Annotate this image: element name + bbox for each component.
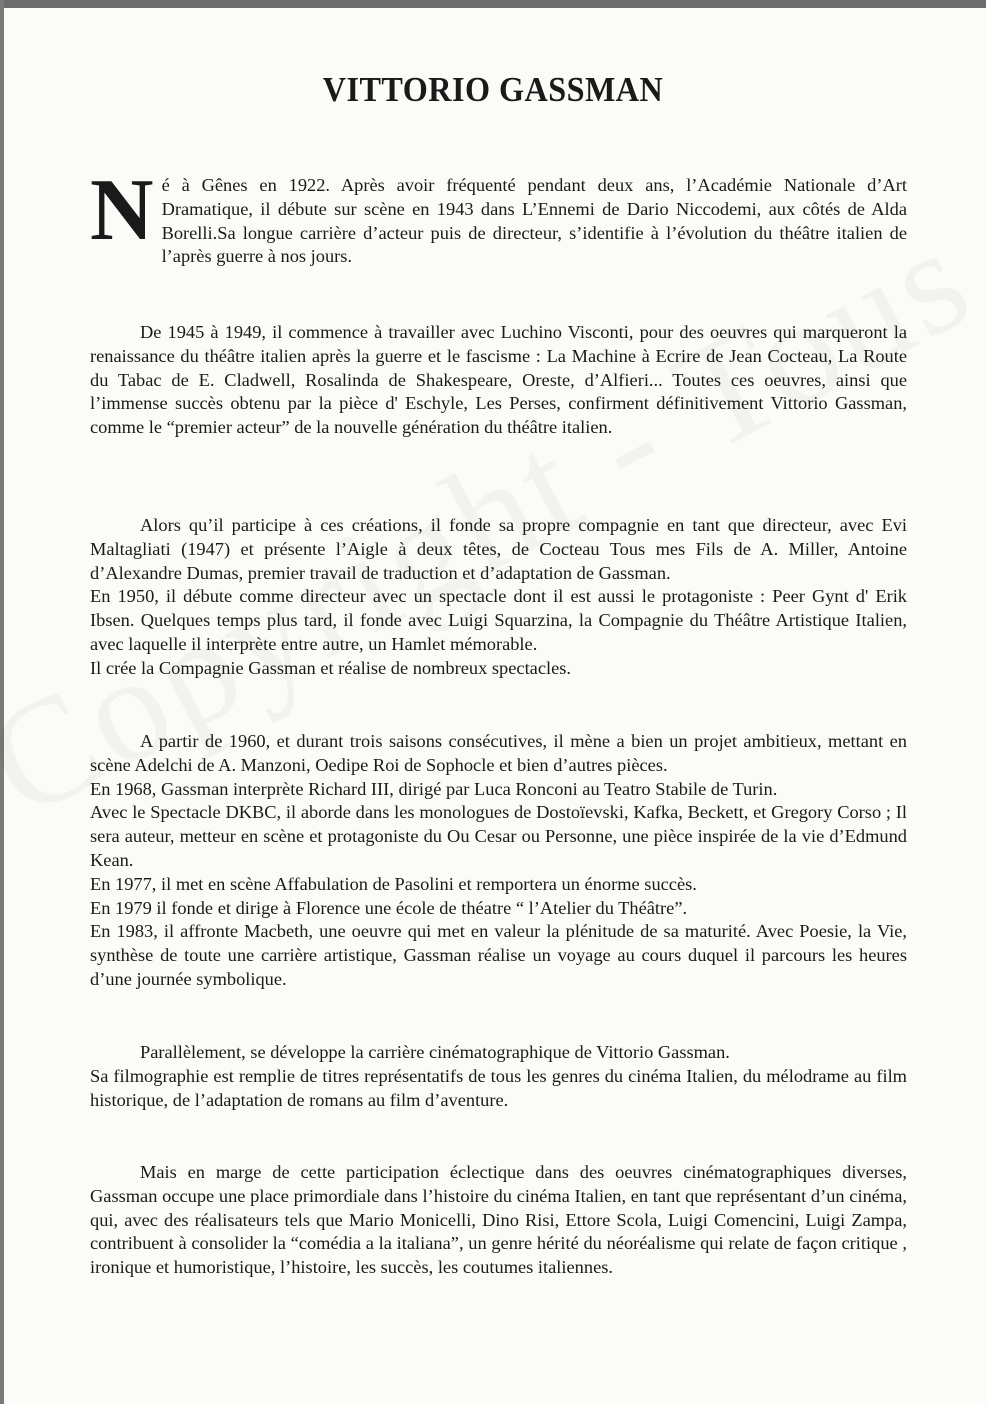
paragraph-company-line-1: Alors qu’il participe à ces créations, il fonde sa propre compagnie en tant que directeur, avec Evi Maltagliati (1947) et présente l’Aigle à deux têtes, de Cocteau Tous mes Fils de A. Miller, Antoine d’Alexandre Dumas, premier travail de traduction et d’adaptation de Gassman. xyxy=(90,515,907,583)
paragraph-commedia-text: Mais en marge de cette participation éclectique dans des oeuvres cinématographiques diverses, Gassman occupe une place primordiale dans l’histoire du cinéma Italien, en tant que représentant d’un cinéma, qui, avec des réalisateurs tels que Mario Monicelli, Dino Risi, Ettore Scola, Luigi Comencini, Luigi Zampa, contribuent à consolider la “comédia a la italiana”, un genre hérité du néoréalisme qui relate de façon critique , ironique et humoristique, l’histoire, les succès, les coutumes italiennes. xyxy=(90,1162,907,1278)
paragraph-cinema-line-2: Sa filmographie est remplie de titres représentatifs de tous les genres du cinéma Italien, du mélodrame au film historique, de l’adaptation de romans au film d’aventure. xyxy=(90,1065,907,1110)
paragraph-commedia xyxy=(90,1161,907,1280)
paragraph-company-line-2: En 1950, il débute comme directeur avec un spectacle dont il est aussi le protagoniste : Peer Gynt d' Erik Ibsen. Quelques temps plus tard, il fonde avec Luigi Squarzina, la Compagnie du Théâtre Artistique Italien, avec laquelle il interprète entre autre, un Hamlet mémorable. xyxy=(90,586,907,654)
paragraph-company xyxy=(90,514,907,681)
paragraph-visconti xyxy=(90,321,907,440)
paragraph-1960s-line-4: En 1977, il met en scène Affabulation de Pasolini et remportera un énorme succès. xyxy=(90,873,697,894)
paragraph-1960s-line-5: En 1979 il fonde et dirige à Florence une école de théatre “ l’Atelier du Théâtre”. xyxy=(90,897,688,918)
page-title: VITTORIO GASSMAN xyxy=(322,70,664,109)
paragraph-1960s xyxy=(90,730,907,992)
scan-edge-top xyxy=(0,0,986,8)
paragraph-intro xyxy=(90,162,907,269)
paragraph-company-line-3: Il crée la Compagnie Gassman et réalise de nombreux spectacles. xyxy=(90,657,572,678)
paragraph-visconti-text: De 1945 à 1949, il commence à travailler avec Luchino Visconti, pour des oeuvres qui marqueront la renaissance du théâtre italien après la guerre et le fascisme : La Machine à Ecrire de Jean Cocteau, La Route du Tabac de E. Cladwell, Rosalinda de Shakespeare, Oreste, d’Alfieri... Toutes ces oeuvres, ainsi que l’immense succès obtenu par la pièce d' Eschyle, Les Perses, confirment définitivement Vittorio Gassman, comme le “premier acteur” de la nouvelle génération du théâtre italien. xyxy=(90,322,907,438)
scan-edge-left xyxy=(0,0,4,1404)
paragraph-1960s-line-6: En 1983, il affronte Macbeth, une oeuvre qui met en valeur la plénitude de sa maturité. Avec Poesie, la Vie, synthèse de toute une carrière artistique, Gassman réalise un voyage au cours duquel il parcours les heures d’une journée symbolique. xyxy=(90,921,907,989)
paragraph-1960s-line-2: En 1968, Gassman interprète Richard III, dirigé par Luca Ronconi au Teatro Stabile de Turin. xyxy=(90,778,778,799)
drop-cap: N xyxy=(90,162,154,259)
paragraph-1960s-line-3: Avec le Spectacle DKBC, il aborde dans les monologues de Dostoïevski, Kafka, Beckett, et Gregory Corso ; Il sera auteur, metteur en scène et protagoniste du Ou Cesar ou Personne, une pièce inspirée de la vie d’Edmund Kean. xyxy=(90,802,907,870)
paragraph-cinema xyxy=(90,1041,907,1112)
paragraph-1960s-line-1: A partir de 1960, et durant trois saisons consécutives, il mène a bien un projet ambitieux, mettant en scène Adelchi de A. Manzoni, Oedipe Roi de Sophocle et bien d’autres pièces. xyxy=(90,731,907,775)
paragraph-cinema-line-1: Parallèlement, se développe la carrière cinématographique de Vittorio Gassman. xyxy=(140,1042,730,1062)
paragraph-intro-text: é à Gênes en 1922. Après avoir fréquenté pendant deux ans, l’Académie Nationale d’Art Dramatique, il débute sur scène en 1943 dans L’Ennemi de Dario Niccodemi, aux côtés de Alda Borelli.Sa longue carrière d’acteur puis de directeur, s’identifie à l’évolution du théâtre italien de l’après guerre à nos jours. xyxy=(161,175,907,267)
